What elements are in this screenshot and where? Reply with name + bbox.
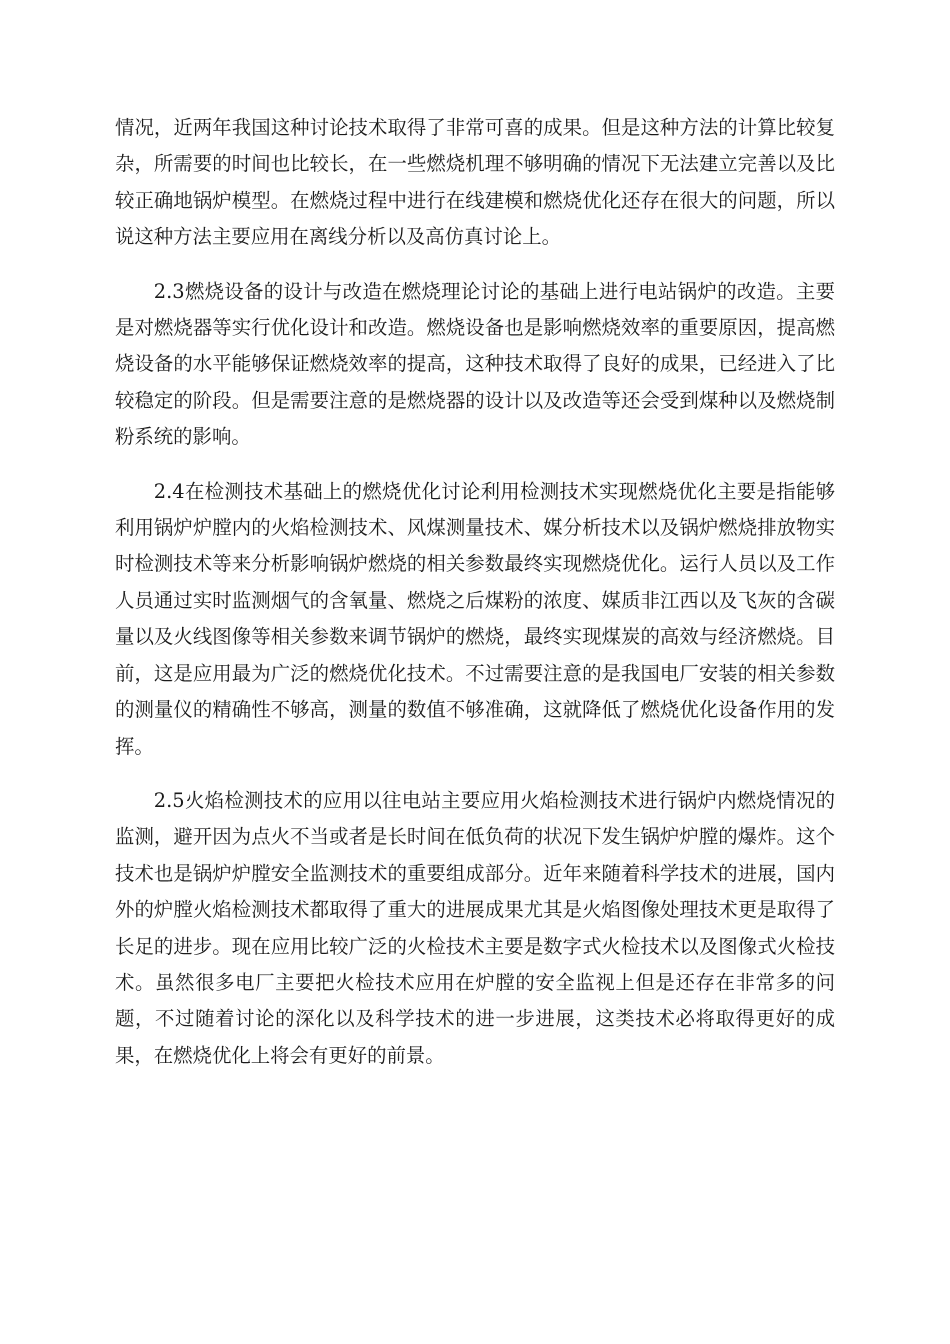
document-page [115,110,835,1092]
paragraph-section-2-4: 2.4在检测技术基础上的燃烧优化讨论利用检测技术实现燃烧优化主要是指能够利用锅炉炉膛内的火焰检测技术、风煤测量技术、媒分析技术以及锅炉燃烧排放物实时检测技术等来分析影响锅炉燃烧的相关参数最终实现燃烧优化。运行人员以及工作人员通过实时监测烟气的含氧量、燃烧之后煤粉的浓度、媒质非江西以及飞灰的含碳量以及火线图像等相关参数来调节锅炉的燃烧，最终实现煤炭的高效与经济燃烧。目前，这是应用最为广泛的燃烧优化技术。不过需要注意的是我国电厂安装的相关参数的测量仪的精确性不够高，测量的数值不够准确，这就降低了燃烧优化设备作用的发挥。 [115,479,835,758]
paragraph-section-2-3: 2.3燃烧设备的设计与改造在燃烧理论讨论的基础上进行电站锅炉的改造。主要是对燃烧器等实行优化设计和改造。燃烧设备也是影响燃烧效率的重要原因，提高燃烧设备的水平能够保证燃烧效率的提高，这种技术取得了良好的成果，已经进入了比较稳定的阶段。但是需要注意的是燃烧器的设计以及改造等还会受到煤种以及燃烧制粉系统的影响。 [115,279,835,449]
paragraph-section-2-5: 2.5火焰检测技术的应用以往电站主要应用火焰检测技术进行锅炉内燃烧情况的监测，避开因为点火不当或者是长时间在低负荷的状况下发生锅炉炉膛的爆炸。这个技术也是锅炉炉膛安全监测技术的重要组成部分。近年来随着科学技术的进展，国内外的炉膛火焰检测技术都取得了重大的进展成果尤其是火焰图像处理技术更是取得了长足的进步。现在应用比较广泛的火检技术主要是数字式火检技术以及图像式火检技术。虽然很多电厂主要把火检技术应用在炉膛的安全监视上但是还存在非常多的问题，不过随着讨论的深化以及科学技术的进一步进展，这类技术必将取得更好的成果，在燃烧优化上将会有更好的前景。 [115,788,835,1067]
paragraph-continuation: 情况，近两年我国这种讨论技术取得了非常可喜的成果。但是这种方法的计算比较复杂，所需要的时间也比较长，在一些燃烧机理不够明确的情况下无法建立完善以及比较正确地锅炉模型。在燃烧过程中进行在线建模和燃烧优化还存在很大的问题，所以说这种方法主要应用在离线分析以及高仿真讨论上。 [115,116,835,249]
